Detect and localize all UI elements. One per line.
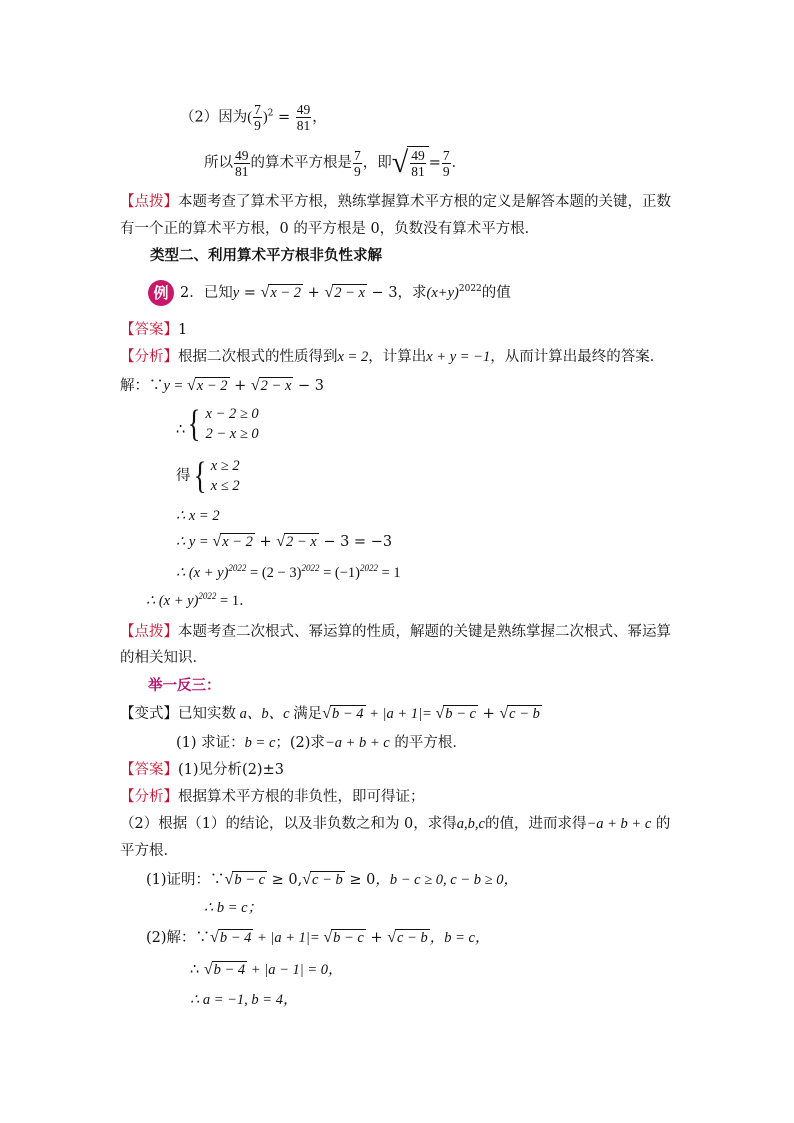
- tip1-line2: 有一个正的算术平方根，0 的平方根是 0，负数没有算术平方根．: [120, 221, 540, 237]
- frac-49-81: $\frac{49}{81}$: [296, 102, 311, 133]
- tip2-line2: 的相关知识．: [120, 650, 207, 666]
- exponent: 2: [267, 108, 274, 119]
- solution1-line1: 解：∵y = √ x − 2 + √ 2 − x − 3: [120, 377, 324, 394]
- part2-label: （2）因为: [180, 109, 248, 126]
- solution1-line7: ∴ $(x + y)^{2022} = 1$．: [146, 591, 254, 609]
- solution2-line1: (2)解：∵ √ b − 4 + |a + 1|= √ b − c + √ c − b ，b = c，: [146, 929, 490, 946]
- analysis2-line2: （2）根据（1）的结论，以及非负数之和为 0，求得a,b,c的值，进而求得−a + b + c 的: [120, 816, 671, 832]
- solution1-line6: ∴ $(x + y)^{2022} = (2 - 3)^{2022} = (-1)^{2022} = 1$: [176, 563, 401, 581]
- frac-49-81-b: $\frac{49}{81}$: [235, 147, 249, 179]
- frac-7-9-b: $\frac{7}{9}$: [354, 147, 361, 179]
- part2-line2: 所以 $\frac{49}{81}$ 的算术平方根是 $\frac{7}{9}$ ，即 √ $\frac{49}{81}$ = $\frac{7}{9}$ ．: [204, 146, 467, 179]
- answer1: 【答案】1: [120, 322, 188, 338]
- analysis1: 【分析】根据二次根式的性质得到x = 2，计算出x + y = −1，从而计算出最终的答案．: [120, 349, 665, 365]
- practice-heading: 举一反三：: [148, 677, 221, 694]
- frac-7-9-c: $\frac{7}{9}$: [442, 147, 450, 179]
- type2-heading: 类型二、利用算术平方根非负性求解: [150, 247, 382, 264]
- tip1-line1: 【点拨】本题考查了算术平方根，熟练掌握算术平方根的定义是解答本题的关键，正数: [120, 194, 671, 210]
- solution1-system1: ∴ { x − 2 ≥ 0 2 − x ≥ 0: [176, 403, 259, 445]
- frac-7-9: $\frac{7}{9}$: [254, 102, 261, 133]
- solution1-system2: 得 { x ≥ 2 x ≤ 2: [176, 455, 240, 497]
- answer2: 【答案】(1)见分析(2)±3: [120, 762, 284, 778]
- sqrt-x-minus-2: √ x − 2: [260, 284, 302, 301]
- analysis2-line3: 平方根．: [120, 843, 178, 859]
- solution1-line5: ∴ y = √ x − 2 + √ 2 − x − 3 = −3: [176, 533, 393, 550]
- proof-line2: ∴ b = c；: [204, 900, 263, 916]
- solution2-line3: ∴ a = −1, b = 4，: [190, 992, 298, 1008]
- tip2-line1: 【点拨】本题考查二次根式、幂运算的性质，解题的关键是熟练掌握二次根式、幂运算: [120, 624, 671, 640]
- example-question: 2．已知y = √ x − 2 + √ 2 − x − 3，求$(x+y)^{2022}$的值: [180, 284, 511, 301]
- variant-line2: (1) 求证：b = c；(2)求−a + b + c 的平方根．: [176, 735, 467, 751]
- example-badge: 例: [148, 280, 174, 306]
- solution1-line4: ∴ x = 2: [176, 508, 220, 524]
- sqrt-fraction: √ $\frac{49}{81}$: [392, 146, 429, 180]
- sqrt-2-minus-x: √ 2 − x: [324, 284, 365, 301]
- variant-line1: 【变式】已知实数 a、b、c 满足 √ b − 4 + |a + 1|= √ b − c + √ c − b: [120, 705, 540, 722]
- solution2-line2: ∴ √ b − 4 + |a − 1| = 0，: [190, 961, 343, 978]
- tip-label: 【点拨】: [120, 194, 178, 210]
- analysis2-line1: 【分析】根据算术平方根的非负性，即可得证；: [120, 789, 425, 805]
- proof-line1: (1)证明：∵ √ b − c ≥ 0, √ c − b ≥ 0，b − c ≥ 0, c − b ≥ 0，: [146, 871, 518, 888]
- part2-line1: （2）因为( $\frac{7}{9}$ )$^2$ = $\frac{49}{81}$ ，: [180, 102, 327, 133]
